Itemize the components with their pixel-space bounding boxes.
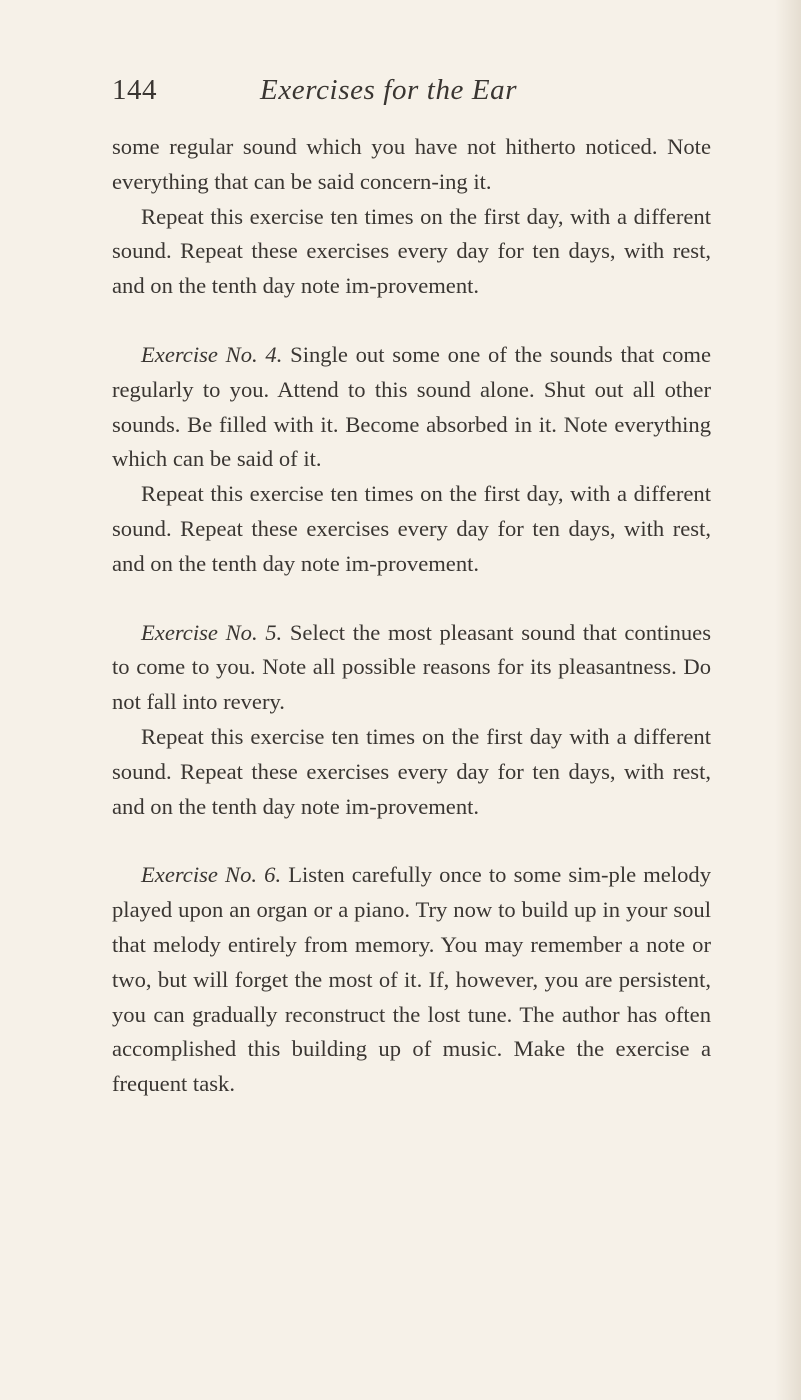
paragraph-text: Listen carefully once to some sim-ple melody played upon an organ or a piano. Try now to build up in your soul that melody entirely from memory. You may remember a note or two, but will forget the most of it. If, however, you are persistent, you can gradually reconstruct the lost tune. The author has often accomplished this building up of music. Make the exercise a frequent task. (112, 862, 712, 1097)
paragraph-repeat-instructions (112, 720, 711, 824)
paragraph-continuation (112, 130, 711, 200)
paragraph-exercise-6 (112, 858, 711, 1102)
paragraph-repeat-instructions (112, 477, 711, 581)
exercise-label: Exercise No. 6. (141, 862, 282, 888)
paragraph-text: Repeat this exercise ten times on the first day, with a different sound. Repeat these exercises every day for ten days, with rest, and on the tenth day note im-provement. (112, 481, 711, 576)
paragraph-text: Single out some one of the sounds that come regularly to you. Attend to this sound alone. Shut out all other sounds. Be filled with it. Become absorbed in it. Note everything which can be said of it. (112, 341, 711, 472)
paragraph-exercise-4 (112, 338, 711, 477)
paragraph-text: Select the most pleasant sound that continues to come to you. Note all possible reasons for its pleasantness. Do not fall into revery. (112, 619, 711, 715)
page-header (112, 72, 712, 112)
body-text (112, 130, 711, 1102)
paragraph-text: Repeat this exercise ten times on the first day with a different sound. Repeat these exercises every day for ten days, with rest, and on the tenth day note im-provement. (112, 723, 711, 819)
page-number: 144 (112, 74, 157, 106)
exercise-label: Exercise No. 4. (141, 341, 283, 367)
running-title: Exercises for the Ear (260, 74, 518, 106)
paragraph-repeat-instructions (112, 200, 711, 304)
paragraph-exercise-5 (112, 616, 711, 720)
paragraph-text: some regular sound which you have not hitherto noticed. Note everything that can be said concern-ing it. (112, 134, 711, 194)
exercise-label: Exercise No. 5. (141, 619, 283, 645)
paragraph-text: Repeat this exercise ten times on the first day, with a different sound. Repeat these exercises every day for ten days, with rest, and on the tenth day note im-provement. (112, 203, 711, 299)
page-edge-shadow (775, 0, 801, 1400)
